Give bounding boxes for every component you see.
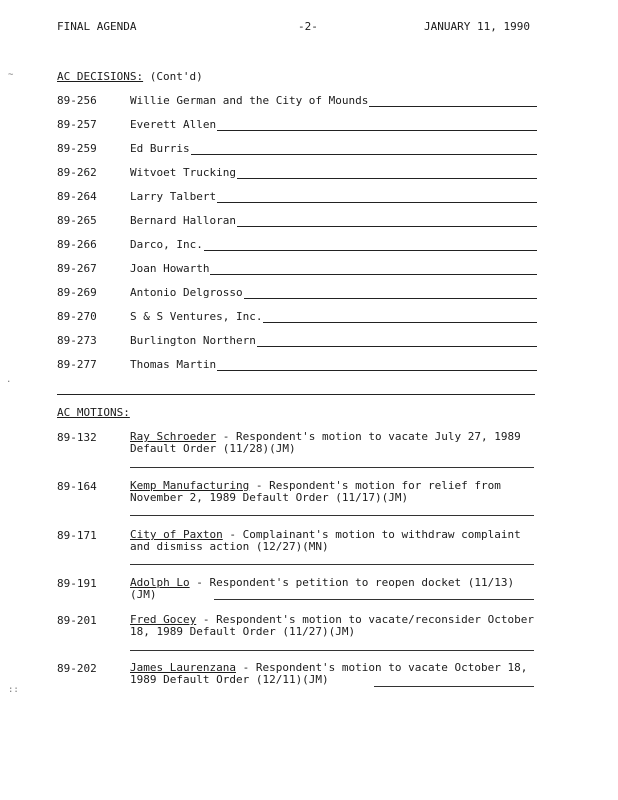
decision-name: Ed Burris	[130, 142, 190, 155]
docket-number: 89-171	[57, 529, 97, 542]
decision-row	[57, 286, 537, 300]
decision-row	[57, 310, 537, 324]
ac-motions-heading: AC MOTIONS:	[57, 406, 130, 419]
decision-row	[57, 214, 537, 228]
docket-number: 89-191	[57, 577, 97, 590]
signature-line	[214, 599, 534, 600]
decision-name: Bernard Halloran	[130, 214, 236, 227]
decision-name: Antonio Delgrosso	[130, 286, 243, 299]
motion-party: Fred Gocey	[130, 613, 197, 626]
fill-line	[257, 335, 537, 347]
signature-line	[130, 467, 534, 468]
docket-number: 89-266	[57, 238, 97, 251]
page-number: -2-	[298, 20, 318, 33]
signature-line	[130, 515, 534, 516]
decision-name: Witvoet Trucking	[130, 166, 236, 179]
decision-row	[57, 118, 537, 132]
motion-text: - Complainant's motion to withdraw complaint and dismiss action (12/27)(MN)	[130, 528, 521, 553]
decision-name: Thomas Martin	[130, 358, 217, 371]
section-divider	[57, 394, 535, 395]
fill-line	[217, 359, 537, 371]
motion-party: Ray Schroeder	[130, 430, 217, 443]
motion-text: - Respondent's motion to vacate July 27, 1989 Default Order (11/28)(JM)	[130, 430, 521, 455]
scan-mark: ::	[8, 685, 19, 695]
signature-line	[130, 650, 534, 651]
docket-number: 89-270	[57, 310, 97, 323]
decision-name: Burlington Northern	[130, 334, 256, 347]
scan-mark: .	[6, 375, 12, 385]
docket-number: 89-202	[57, 662, 97, 675]
decision-name: Darco, Inc.	[130, 238, 203, 251]
fill-line	[191, 143, 537, 155]
docket-number: 89-201	[57, 614, 97, 627]
decision-row	[57, 358, 537, 372]
motion-party: City of Paxton	[130, 528, 223, 541]
docket-number: 89-259	[57, 142, 97, 155]
fill-line	[217, 191, 537, 203]
docket-number: 89-265	[57, 214, 97, 227]
decision-name: Larry Talbert	[130, 190, 217, 203]
decision-row	[57, 190, 537, 204]
header-title: FINAL AGENDA	[57, 20, 137, 33]
decision-name: Willie German and the City of Mounds	[130, 94, 369, 107]
motion-text: - Respondent's petition to reopen docket (11/13)(JM)	[130, 576, 515, 601]
decision-row	[57, 142, 537, 156]
motion-text: - Respondent's motion for relief from November 2, 1989 Default Order (11/17)(JM)	[130, 479, 501, 504]
decision-row	[57, 238, 537, 252]
header-date: JANUARY 11, 1990	[424, 20, 530, 33]
decision-name: S & S Ventures, Inc.	[130, 310, 263, 323]
docket-number: 89-267	[57, 262, 97, 275]
fill-line	[237, 167, 537, 179]
docket-number: 89-257	[57, 118, 97, 131]
motion-party: James Laurenzana	[130, 661, 236, 674]
motion-party: Kemp Manufacturing	[130, 479, 250, 492]
signature-line	[374, 686, 534, 687]
fill-line	[237, 215, 537, 227]
ac-decisions-heading	[57, 70, 203, 83]
docket-number: 89-164	[57, 480, 97, 493]
decision-row	[57, 94, 537, 108]
motion-text: - Respondent's motion to vacate October 18, 1989 Default Order (12/11)(JM)	[130, 661, 528, 686]
docket-number: 89-262	[57, 166, 97, 179]
docket-number: 89-132	[57, 431, 97, 444]
ac-decisions-heading-label: AC DECISIONS:	[57, 70, 144, 83]
fill-line	[210, 263, 537, 275]
decision-name: Everett Allen	[130, 118, 217, 131]
docket-number: 89-256	[57, 94, 97, 107]
decision-row	[57, 262, 537, 276]
ac-decisions-heading-suffix: (Cont'd)	[143, 70, 203, 83]
fill-line	[369, 95, 537, 107]
fill-line	[263, 311, 537, 323]
motion-party: Adolph Lo	[130, 576, 190, 589]
docket-number: 89-277	[57, 358, 97, 371]
decision-row	[57, 166, 537, 180]
decision-row	[57, 334, 537, 348]
scan-mark: ~	[8, 70, 14, 80]
motion-text: - Respondent's motion to vacate/reconsider October 18, 1989 Default Order (11/27)(JM)	[130, 613, 534, 638]
fill-line	[204, 239, 537, 251]
decision-name: Joan Howarth	[130, 262, 210, 275]
docket-number: 89-273	[57, 334, 97, 347]
fill-line	[217, 119, 537, 131]
signature-line	[130, 564, 534, 565]
docket-number: 89-264	[57, 190, 97, 203]
fill-line	[244, 287, 537, 299]
docket-number: 89-269	[57, 286, 97, 299]
